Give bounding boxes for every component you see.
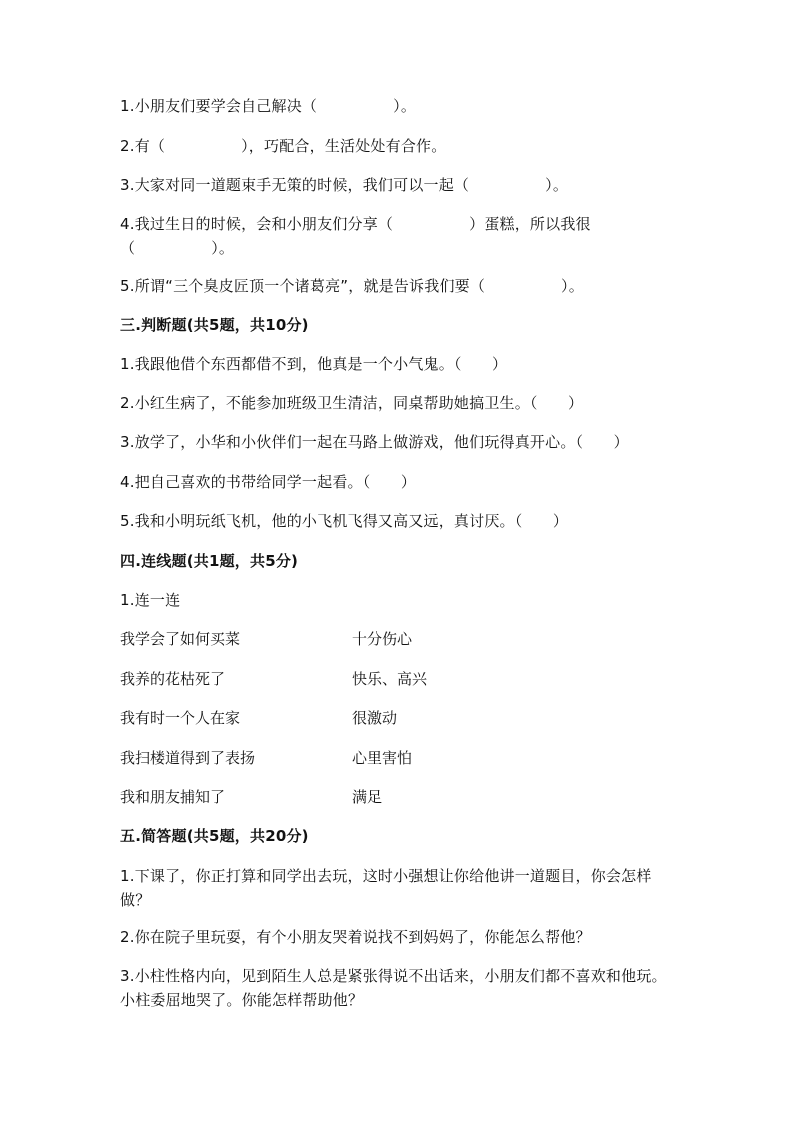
match-right-item: 很激动 [352, 709, 398, 727]
match-right-item: 满足 [352, 788, 383, 806]
match-right-item: 心里害怕 [352, 749, 413, 767]
judge-question-1: 1.我跟他借个东西都借不到，他真是一个小气鬼。（ ） [120, 355, 508, 373]
fill-question-3: 3.大家对同一道题束手无策的时候，我们可以一起（ ）。 [120, 176, 569, 194]
judge-question-4: 4.把自己喜欢的书带给同学一起看。（ ） [120, 473, 417, 491]
match-left-item: 我扫楼道得到了表扬 [120, 749, 256, 767]
match-left-item: 我和朋友捕知了 [120, 788, 226, 806]
match-left-item: 我学会了如何买菜 [120, 630, 241, 648]
judge-question-3: 3.放学了，小华和小伙伴们一起在马路上做游戏，他们玩得真开心。（ ） [120, 433, 629, 451]
match-left-item: 我养的花枯死了 [120, 670, 226, 688]
judge-question-5: 5.我和小明玩纸飞机，他的小飞机飞得又高又远，真讨厌。（ ） [120, 512, 569, 530]
match-right-item: 十分伤心 [352, 630, 413, 648]
fill-question-4: 4.我过生日的时候，会和小朋友们分享（ ）蛋糕，所以我很（ ）。 [120, 215, 591, 257]
short-question-2: 2.你在院子里玩耍，有个小朋友哭着说找不到妈妈了，你能怎么帮他？ [120, 928, 591, 946]
match-question: 1.连一连 [120, 591, 181, 609]
short-question-3: 3.小柱性格内向，见到陌生人总是紧张得说不出话来，小朋友们都不喜欢和他玩。小柱委屈地哭了。你能怎样帮助他？ [120, 967, 667, 1009]
short-question-1: 1.下课了，你正打算和同学出去玩，这时小强想让你给他讲一道题目，你会怎样做？ [120, 867, 652, 909]
section-5-title: 五.简答题(共5题，共20分) [120, 827, 309, 845]
fill-question-1: 1.小朋友们要学会自己解决（ ）。 [120, 97, 417, 115]
match-left-item: 我有时一个人在家 [120, 709, 241, 727]
judge-question-2: 2.小红生病了，不能参加班级卫生清洁，同桌帮助她搞卫生。（ ） [120, 394, 584, 412]
fill-question-2: 2.有（ ），巧配合，生活处处有合作。 [120, 137, 447, 155]
fill-question-5: 5.所谓“三个臭皮匠顶一个诸葛亮”，就是告诉我们要（ ）。 [120, 277, 584, 295]
match-right-item: 快乐、高兴 [352, 670, 428, 688]
section-3-title: 三.判断题(共5题，共10分) [120, 316, 309, 334]
section-4-title: 四.连线题(共1题，共5分) [120, 552, 299, 570]
